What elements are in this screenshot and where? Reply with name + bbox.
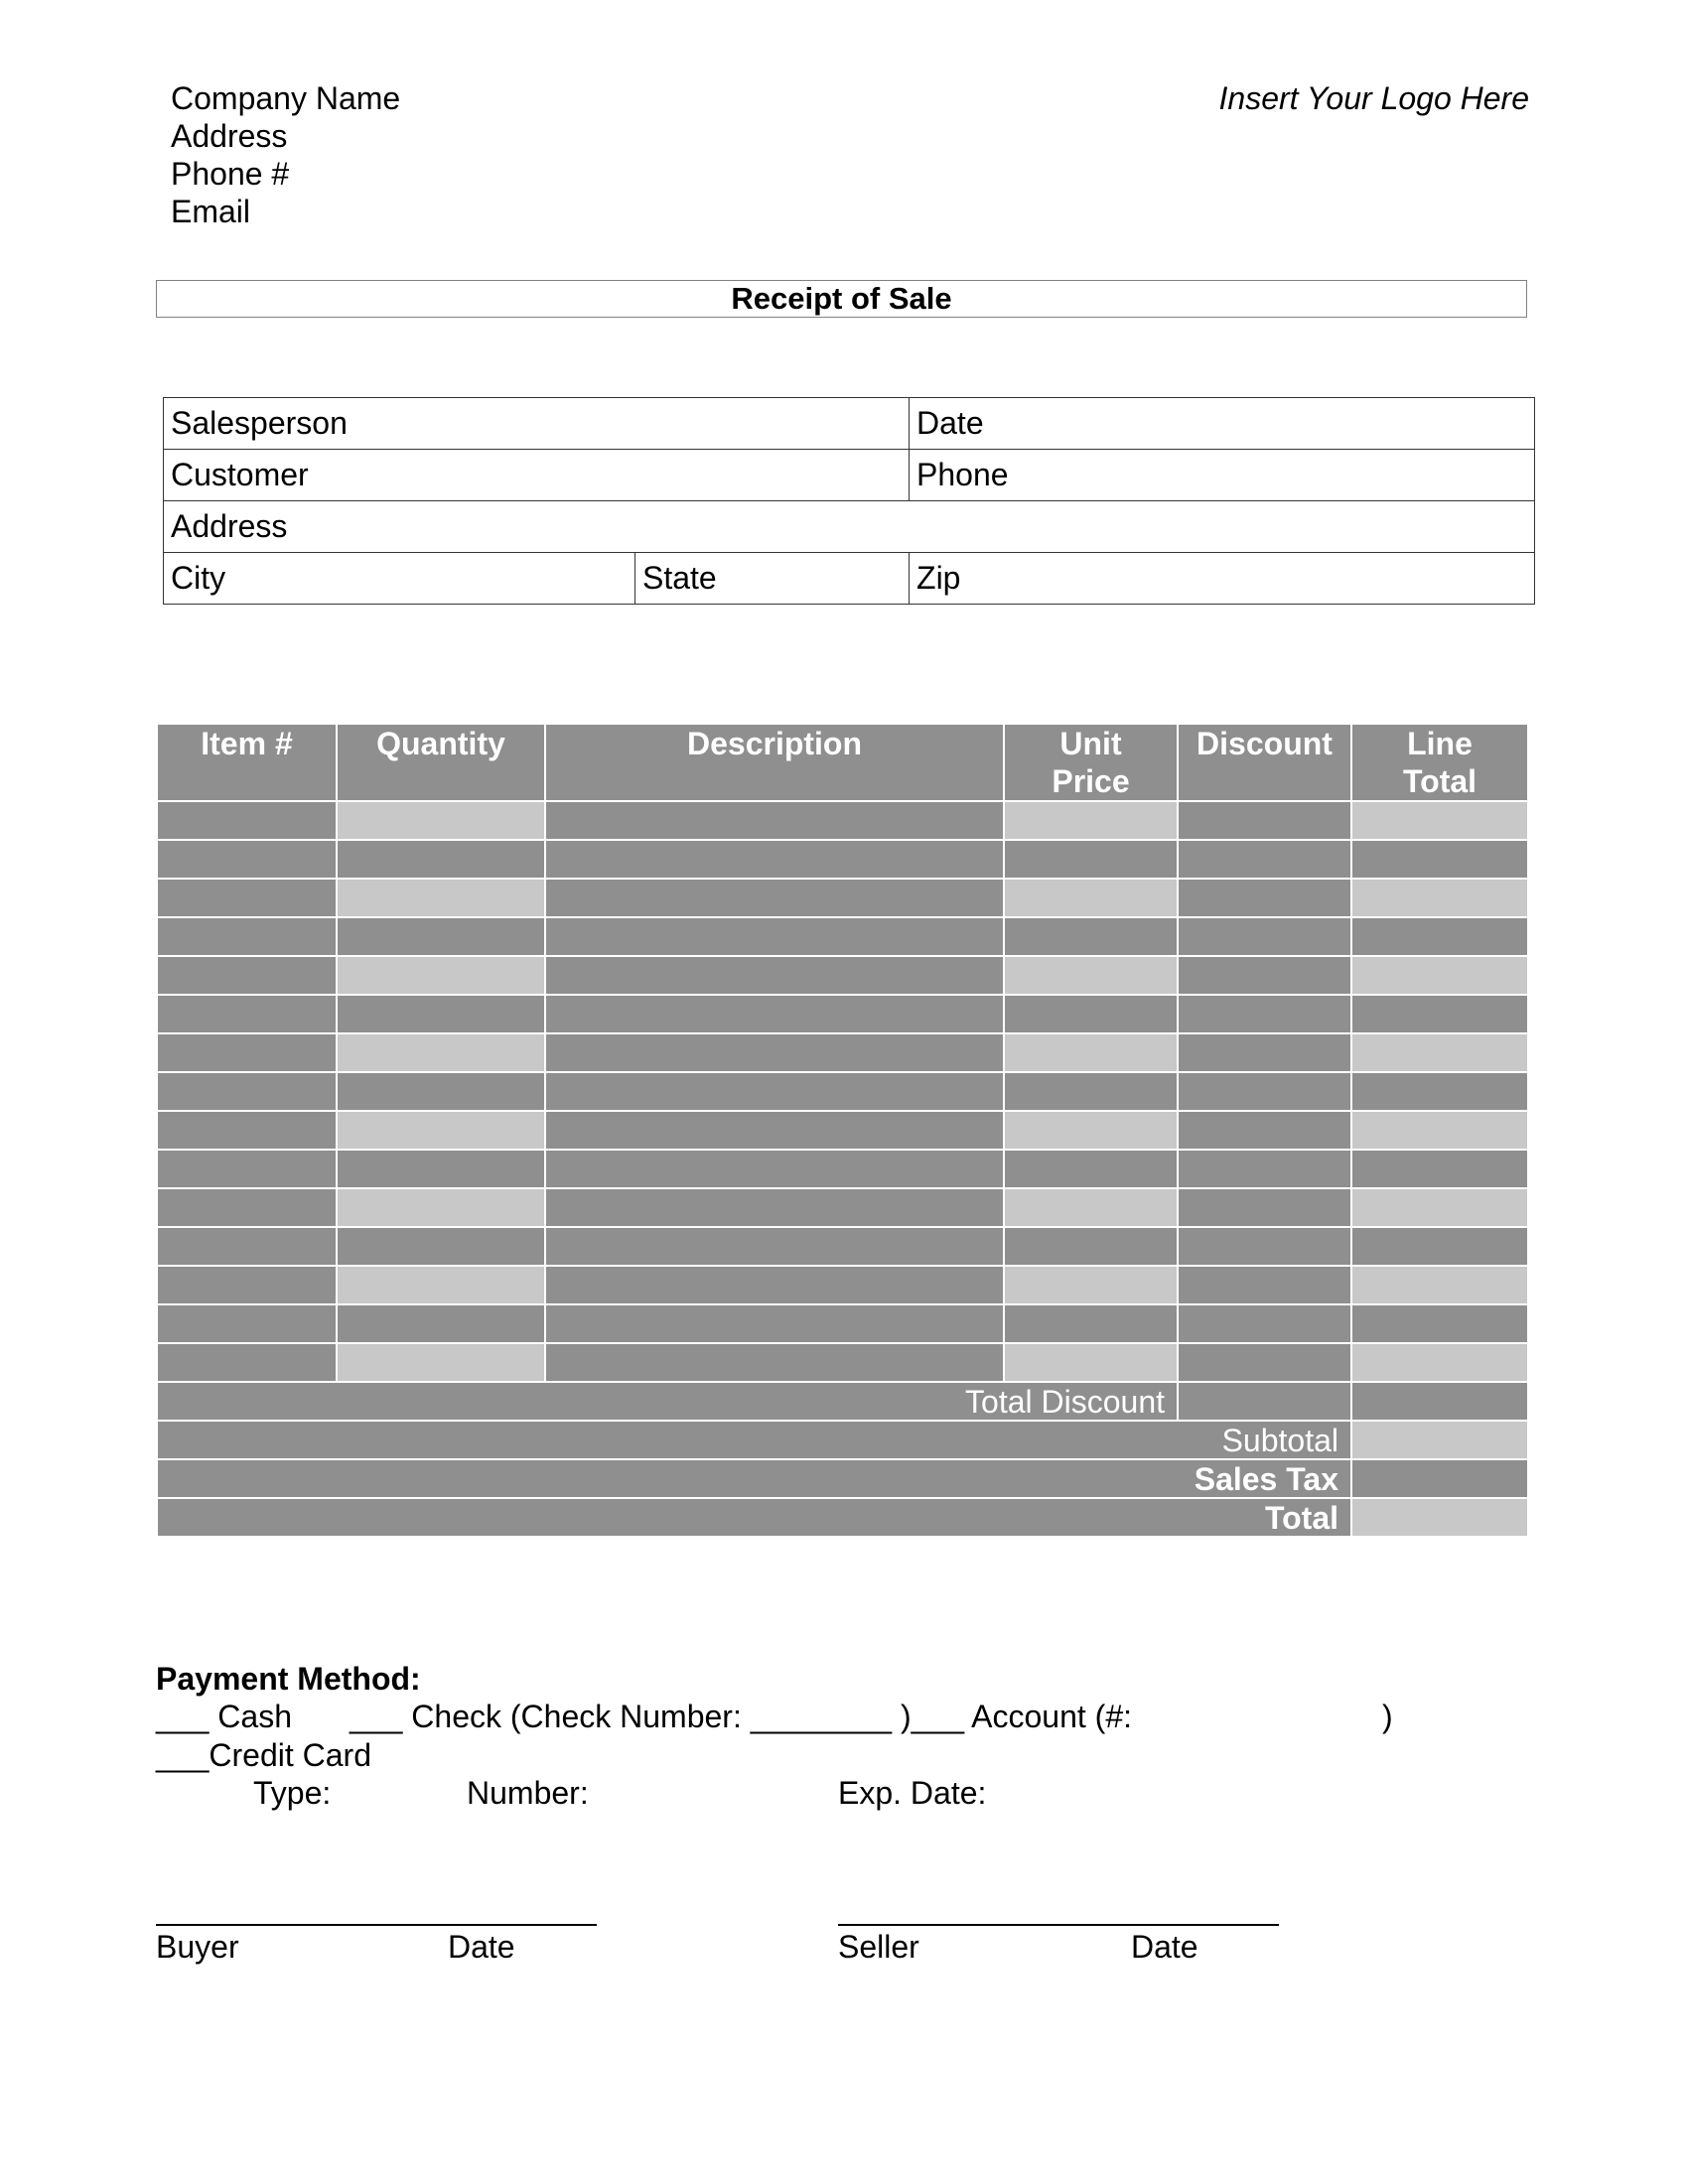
quantity-cell[interactable] xyxy=(337,1343,545,1382)
company-email: Email xyxy=(171,194,251,229)
discount-cell[interactable] xyxy=(1178,995,1351,1033)
cash-option[interactable]: ___ Cash xyxy=(156,1699,292,1734)
table-row xyxy=(157,840,1528,879)
zip-field[interactable]: Zip xyxy=(910,553,1535,605)
unit-price-cell[interactable] xyxy=(1004,1343,1178,1382)
unit-price-cell[interactable] xyxy=(1004,879,1178,917)
credit-card-option[interactable]: ___Credit Card xyxy=(156,1737,371,1773)
discount-cell[interactable] xyxy=(1178,1033,1351,1072)
seller-signature-line[interactable] xyxy=(838,1924,1279,1926)
table-row xyxy=(157,879,1528,917)
quantity-cell[interactable] xyxy=(337,917,545,956)
item-number-cell[interactable] xyxy=(157,1266,337,1304)
sales-tax-cell[interactable] xyxy=(1351,1459,1528,1498)
unit-price-cell[interactable] xyxy=(1004,1033,1178,1072)
description-cell[interactable] xyxy=(545,1033,1004,1072)
quantity-cell[interactable] xyxy=(337,1072,545,1111)
customer-info-table xyxy=(163,397,1535,605)
card-exp-date-label: Exp. Date: xyxy=(838,1775,987,1811)
line-total-cell[interactable] xyxy=(1351,995,1528,1033)
table-row xyxy=(157,801,1528,840)
item-number-cell[interactable] xyxy=(157,1033,337,1072)
unit-price-cell[interactable] xyxy=(1004,1227,1178,1266)
item-number-cell[interactable] xyxy=(157,1072,337,1111)
description-cell[interactable] xyxy=(545,1304,1004,1343)
unit-price-cell[interactable] xyxy=(1004,1072,1178,1111)
company-name: Company Name xyxy=(171,80,401,116)
discount-cell[interactable] xyxy=(1178,1304,1351,1343)
discount-cell[interactable] xyxy=(1178,1266,1351,1304)
description-cell[interactable] xyxy=(545,995,1004,1033)
unit-price-cell[interactable] xyxy=(1004,956,1178,995)
table-row xyxy=(157,1227,1528,1266)
header-unit-price: Unit Price xyxy=(1004,724,1178,801)
subtotal-label: Subtotal xyxy=(157,1421,1351,1459)
table-row xyxy=(157,1343,1528,1382)
address-field[interactable]: Address xyxy=(164,501,1535,553)
line-total-cell[interactable] xyxy=(1351,917,1528,956)
card-type-label: Type: xyxy=(253,1775,332,1811)
description-cell[interactable] xyxy=(545,801,1004,840)
line-total-cell[interactable] xyxy=(1351,1033,1528,1072)
line-total-cell[interactable] xyxy=(1351,1343,1528,1382)
line-total-cell[interactable] xyxy=(1351,1072,1528,1111)
description-cell[interactable] xyxy=(545,1266,1004,1304)
unit-price-cell[interactable] xyxy=(1004,1150,1178,1188)
discount-cell[interactable] xyxy=(1178,1343,1351,1382)
item-number-cell[interactable] xyxy=(157,1227,337,1266)
item-number-cell[interactable] xyxy=(157,840,337,879)
item-number-cell[interactable] xyxy=(157,995,337,1033)
table-row xyxy=(157,956,1528,995)
header-item-number: Item # xyxy=(157,724,337,801)
discount-cell[interactable] xyxy=(1178,1150,1351,1188)
quantity-cell[interactable] xyxy=(337,879,545,917)
description-cell[interactable] xyxy=(545,840,1004,879)
subtotal-cell[interactable] xyxy=(1351,1421,1528,1459)
table-row xyxy=(157,1304,1528,1343)
description-cell[interactable] xyxy=(545,879,1004,917)
header-description: Description xyxy=(545,724,1004,801)
receipt-title: Receipt of Sale xyxy=(156,280,1527,318)
company-phone: Phone # xyxy=(171,156,290,192)
description-cell[interactable] xyxy=(545,1150,1004,1188)
description-cell[interactable] xyxy=(545,1227,1004,1266)
discount-cell[interactable] xyxy=(1178,801,1351,840)
line-total-cell[interactable] xyxy=(1351,1266,1528,1304)
description-cell[interactable] xyxy=(545,956,1004,995)
discount-cell[interactable] xyxy=(1178,840,1351,879)
line-total-cell[interactable] xyxy=(1351,1188,1528,1227)
quantity-cell[interactable] xyxy=(337,1266,545,1304)
quantity-cell[interactable] xyxy=(337,1033,545,1072)
item-number-cell[interactable] xyxy=(157,1111,337,1150)
table-row xyxy=(157,1111,1528,1150)
table-row xyxy=(157,1150,1528,1188)
buyer-date-label: Date xyxy=(448,1929,515,1965)
quantity-cell[interactable] xyxy=(337,1227,545,1266)
item-number-cell[interactable] xyxy=(157,879,337,917)
item-number-cell[interactable] xyxy=(157,1188,337,1227)
line-total-cell[interactable] xyxy=(1351,956,1528,995)
city-field[interactable]: City xyxy=(164,553,635,605)
unit-price-cell[interactable] xyxy=(1004,801,1178,840)
total-label: Total xyxy=(157,1498,1351,1537)
account-close-paren: ) xyxy=(1382,1699,1393,1734)
discount-cell[interactable] xyxy=(1178,1227,1351,1266)
item-number-cell[interactable] xyxy=(157,1343,337,1382)
unit-price-cell[interactable] xyxy=(1004,840,1178,879)
table-row xyxy=(157,995,1528,1033)
line-items-table xyxy=(156,723,1529,1538)
header-line-total: Line Total xyxy=(1351,724,1528,801)
item-number-cell[interactable] xyxy=(157,1150,337,1188)
company-address: Address xyxy=(171,118,288,154)
item-number-cell[interactable] xyxy=(157,956,337,995)
line-total-cell[interactable] xyxy=(1351,1227,1528,1266)
header-discount: Discount xyxy=(1178,724,1351,801)
state-field[interactable]: State xyxy=(635,553,910,605)
item-number-cell[interactable] xyxy=(157,801,337,840)
date-field[interactable]: Date xyxy=(910,398,1535,450)
quantity-cell[interactable] xyxy=(337,1188,545,1227)
discount-cell[interactable] xyxy=(1178,879,1351,917)
description-cell[interactable] xyxy=(545,1188,1004,1227)
buyer-signature-line[interactable] xyxy=(156,1924,597,1926)
logo-placeholder: Insert Your Logo Here xyxy=(1218,80,1529,116)
description-cell[interactable] xyxy=(545,917,1004,956)
discount-cell[interactable] xyxy=(1178,1072,1351,1111)
description-cell[interactable] xyxy=(545,1111,1004,1150)
line-total-cell[interactable] xyxy=(1351,1111,1528,1150)
buyer-label: Buyer xyxy=(156,1929,239,1965)
quantity-cell[interactable] xyxy=(337,1304,545,1343)
unit-price-cell[interactable] xyxy=(1004,1304,1178,1343)
sales-tax-label: Sales Tax xyxy=(157,1459,1351,1498)
quantity-cell[interactable] xyxy=(337,1150,545,1188)
total-cell[interactable] xyxy=(1351,1498,1528,1537)
seller-date-label: Date xyxy=(1131,1929,1198,1965)
total-discount-label: Total Discount xyxy=(157,1382,1178,1421)
table-row xyxy=(157,1072,1528,1111)
check-option[interactable]: ___ Check (Check Number: ________ )___ Account (#: xyxy=(350,1699,1133,1734)
quantity-cell[interactable] xyxy=(337,995,545,1033)
discount-cell[interactable] xyxy=(1178,917,1351,956)
line-total-cell[interactable] xyxy=(1351,840,1528,879)
card-number-label: Number: xyxy=(467,1775,589,1811)
phone-field[interactable]: Phone xyxy=(910,450,1535,501)
table-row xyxy=(157,1266,1528,1304)
item-number-cell[interactable] xyxy=(157,1304,337,1343)
discount-cell[interactable] xyxy=(1178,956,1351,995)
total-discount-total-cell[interactable] xyxy=(1351,1382,1528,1421)
item-number-cell[interactable] xyxy=(157,917,337,956)
unit-price-cell[interactable] xyxy=(1004,995,1178,1033)
table-row xyxy=(157,1188,1528,1227)
quantity-cell[interactable] xyxy=(337,956,545,995)
customer-field[interactable]: Customer xyxy=(164,450,910,501)
payment-method-heading: Payment Method: xyxy=(156,1661,421,1697)
unit-price-cell[interactable] xyxy=(1004,917,1178,956)
seller-label: Seller xyxy=(838,1929,919,1965)
table-row xyxy=(157,917,1528,956)
description-cell[interactable] xyxy=(545,1343,1004,1382)
unit-price-cell[interactable] xyxy=(1004,1111,1178,1150)
line-total-cell[interactable] xyxy=(1351,801,1528,840)
header-quantity: Quantity xyxy=(337,724,545,801)
table-row xyxy=(157,1033,1528,1072)
description-cell[interactable] xyxy=(545,1072,1004,1111)
salesperson-field[interactable]: Salesperson xyxy=(164,398,910,450)
discount-cell[interactable] xyxy=(1178,1188,1351,1227)
total-discount-cell[interactable] xyxy=(1178,1382,1351,1421)
quantity-cell[interactable] xyxy=(337,840,545,879)
line-total-cell[interactable] xyxy=(1351,1304,1528,1343)
quantity-cell[interactable] xyxy=(337,1111,545,1150)
discount-cell[interactable] xyxy=(1178,1111,1351,1150)
line-total-cell[interactable] xyxy=(1351,879,1528,917)
unit-price-cell[interactable] xyxy=(1004,1266,1178,1304)
company-block xyxy=(171,79,400,230)
quantity-cell[interactable] xyxy=(337,801,545,840)
line-total-cell[interactable] xyxy=(1351,1150,1528,1188)
unit-price-cell[interactable] xyxy=(1004,1188,1178,1227)
